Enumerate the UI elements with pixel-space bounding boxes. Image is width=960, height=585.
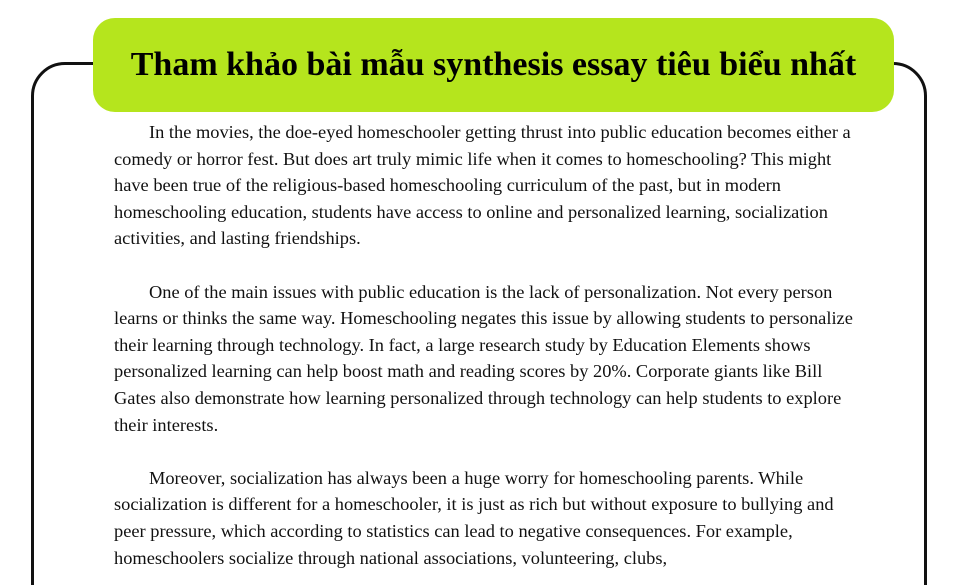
page-title: Tham khảo bài mẫu synthesis essay tiêu biểu nhất <box>130 46 857 83</box>
essay-paragraph-2: One of the main issues with public education is the lack of personalization. Not every person learns or thinks the same way. Homeschooling negates this issue by allowing students to personalize their learning through technology. In fact, a large research study by Education Elements shows personalized learning can help boost math and reading scores by 20%. Corporate giants like Bill Gates also demonstrate how learning personalized through technology can help students to explore their interests. <box>114 281 853 435</box>
essay-paragraph-1: In the movies, the doe-eyed homeschooler getting thrust into public education becomes either a comedy or horror fest. But does art truly mimic life when it comes to homeschooling? This might have been true of the religious-based homeschooling curriculum of the past, but in modern homeschooling education, students have access to online and personalized learning, socialization activities, and lasting friendships. <box>114 122 851 249</box>
title-banner <box>93 18 894 112</box>
essay-body <box>114 119 862 585</box>
essay-paragraph-3: Moreover, socialization has always been a huge worry for homeschooling parents. While socialization is different for a homeschooler, it is just as rich but without exposure to bullying and peer pressure, which according to statistics can lead to negative consequences. For example, homeschoolers socialize through national associations, volunteering, clubs, <box>114 467 834 568</box>
